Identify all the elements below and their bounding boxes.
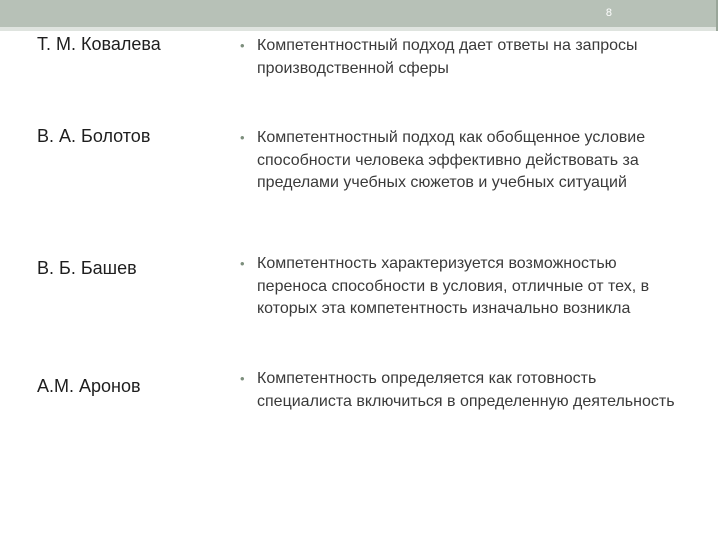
slide-number: 8 xyxy=(605,7,612,19)
description xyxy=(240,253,687,321)
header-right-rule xyxy=(716,0,718,31)
author-name: В. А. Болотов xyxy=(37,126,151,146)
bullet-icon: • xyxy=(240,371,245,386)
bullet-icon: • xyxy=(240,130,245,145)
author-name: В. Б. Башев xyxy=(37,258,137,278)
description xyxy=(240,127,687,195)
bullet-icon: • xyxy=(240,256,245,271)
header-bar xyxy=(0,0,716,27)
description xyxy=(240,35,687,80)
author-name: Т. М. Ковалева xyxy=(37,34,161,54)
description-text: Компетентностный подход дает ответы на запросы производственной сферы xyxy=(257,37,638,77)
description-text: Компетентность характеризуется возможностью переноса способности в условия, отличные от тех, в которых эта компетентность изначально возникла xyxy=(257,255,650,317)
description xyxy=(240,368,687,413)
description-text: Компетентностный подход как обобщенное условие способности человека эффективно действовать за пределами учебных сюжетов и учебных ситуаций xyxy=(257,129,646,191)
author-name: А.М. Аронов xyxy=(37,376,141,396)
description-text: Компетентность определяется как готовность специалиста включиться в определенную деятельность xyxy=(257,370,675,410)
header-bar-edge xyxy=(0,27,716,31)
bullet-icon: • xyxy=(240,38,245,53)
